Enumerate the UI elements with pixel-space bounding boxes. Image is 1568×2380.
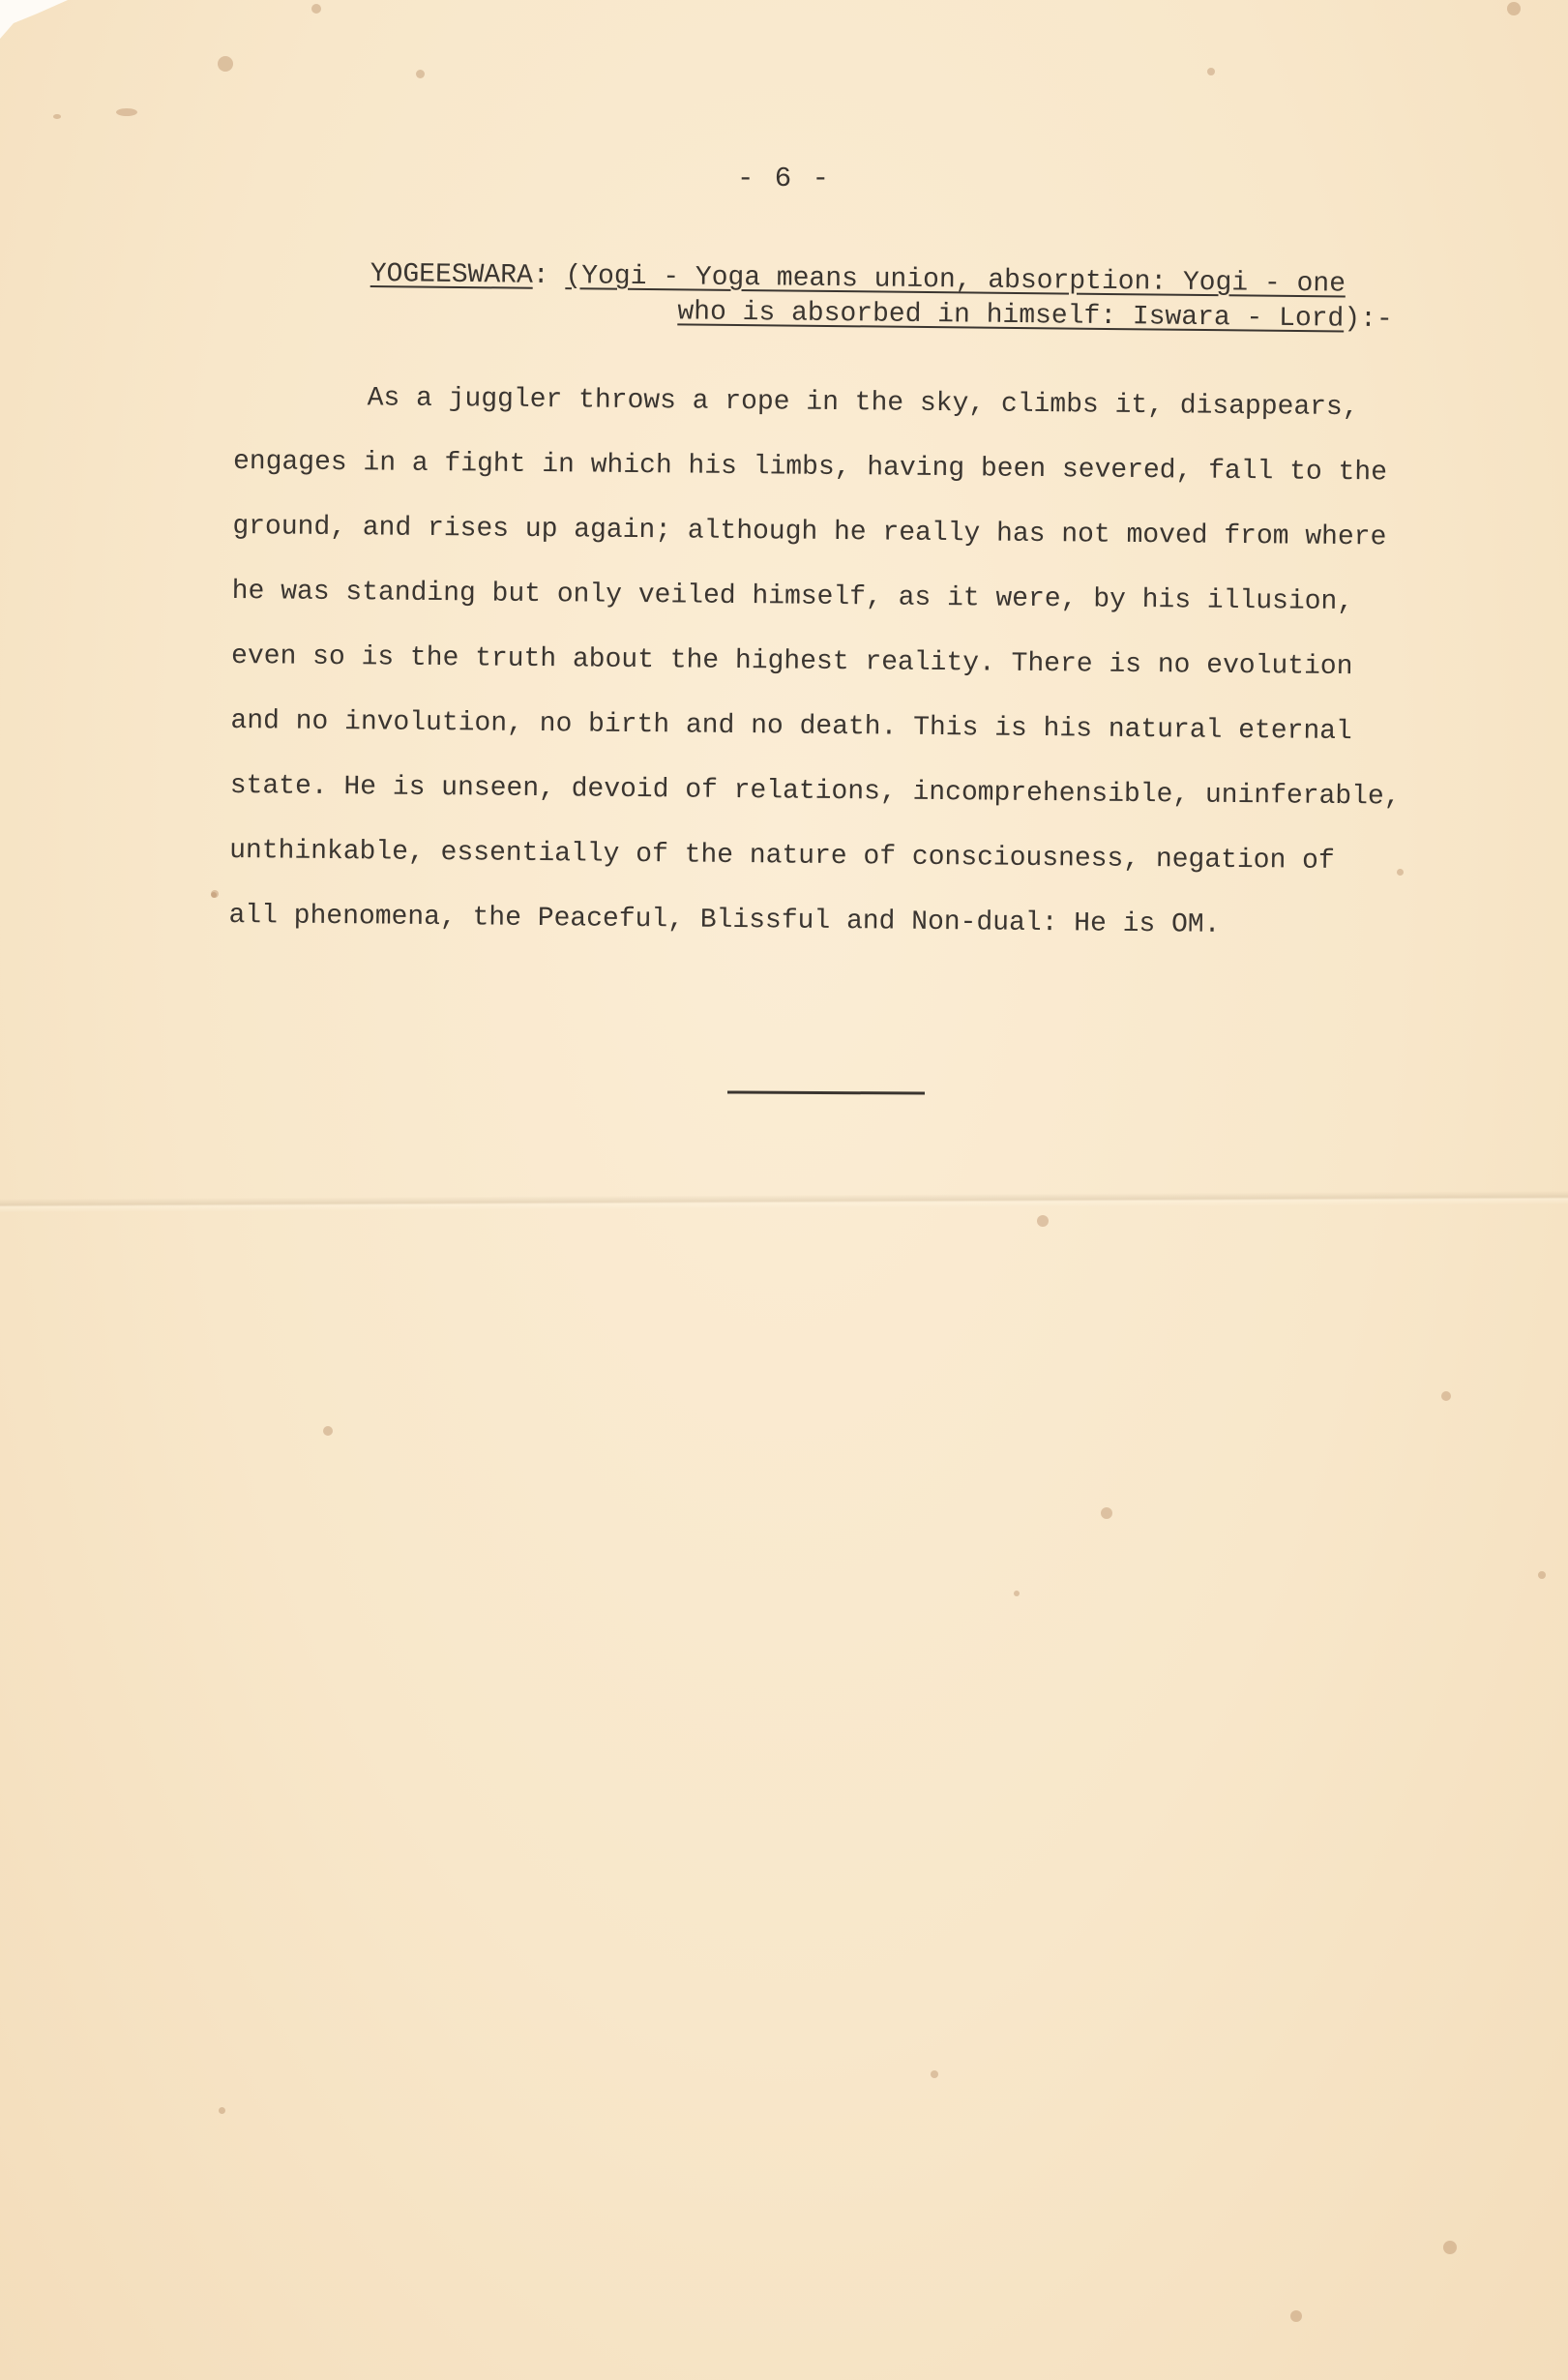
paragraph-line: unthinkable, essentially of the nature of consciousness, negation of <box>229 835 1335 877</box>
foxing-spot <box>53 114 61 119</box>
paragraph-line: even so is the truth about the highest reality. There is no evolution <box>230 640 1353 683</box>
paragraph-line: engages in a fight in which his limbs, having been severed, fall to the <box>232 446 1388 489</box>
heading-gloss-line-2-wrap <box>370 292 1434 339</box>
torn-corner <box>0 0 68 39</box>
foxing-spot <box>1507 2 1521 15</box>
foxing-spot <box>311 4 321 14</box>
foxing-spot <box>1290 2310 1302 2322</box>
paragraph-line: and no involution, no birth and no death. This is his natural eternal <box>230 705 1352 748</box>
foxing-spot <box>1037 1215 1049 1227</box>
paragraph-line: state. He is unseen, devoid of relations, incomprehensible, uninferable, <box>229 770 1401 813</box>
foxing-spot <box>1441 1391 1451 1401</box>
foxing-spot <box>219 2107 225 2114</box>
heading-gloss-close: ):- <box>1344 304 1393 336</box>
foxing-spot <box>1207 68 1215 75</box>
paragraph-line: he was standing but only veiled himself, as it were, by his illusion, <box>231 576 1354 618</box>
foxing-spot <box>218 56 233 72</box>
body-paragraph <box>228 365 1434 960</box>
foxing-spot <box>323 1426 333 1436</box>
paper-fold-crease <box>0 1191 1568 1212</box>
foxing-spot <box>1014 1591 1020 1596</box>
foxing-spot <box>1443 2241 1457 2254</box>
paragraph-line: As a juggler throws a rope in the sky, climbs it, disappears, <box>367 383 1359 424</box>
foxing-spot <box>416 70 425 78</box>
heading-gloss-line-1: (Yogi - Yoga means union, absorption: Yogi - one <box>565 261 1346 300</box>
page-number: - 6 - <box>736 163 831 194</box>
section-end-rule <box>727 1090 925 1094</box>
foxing-spot <box>1101 1507 1112 1519</box>
paragraph-line: all phenomena, the Peaceful, Blissful and Non-dual: He is OM. <box>228 900 1221 940</box>
paragraph-line: ground, and rises up again; although he really has not moved from where <box>232 511 1387 553</box>
heading-gloss-line-2: who is absorbed in himself: Iswara - Lord <box>677 297 1345 335</box>
heading-separator: : <box>532 260 566 292</box>
foxing-spot <box>211 892 217 898</box>
heading-term: YOGEESWARA <box>370 258 534 291</box>
foxing-spot <box>1538 1571 1546 1579</box>
entry-heading <box>370 257 1435 339</box>
foxing-spot <box>931 2070 938 2078</box>
foxing-spot <box>116 108 137 116</box>
